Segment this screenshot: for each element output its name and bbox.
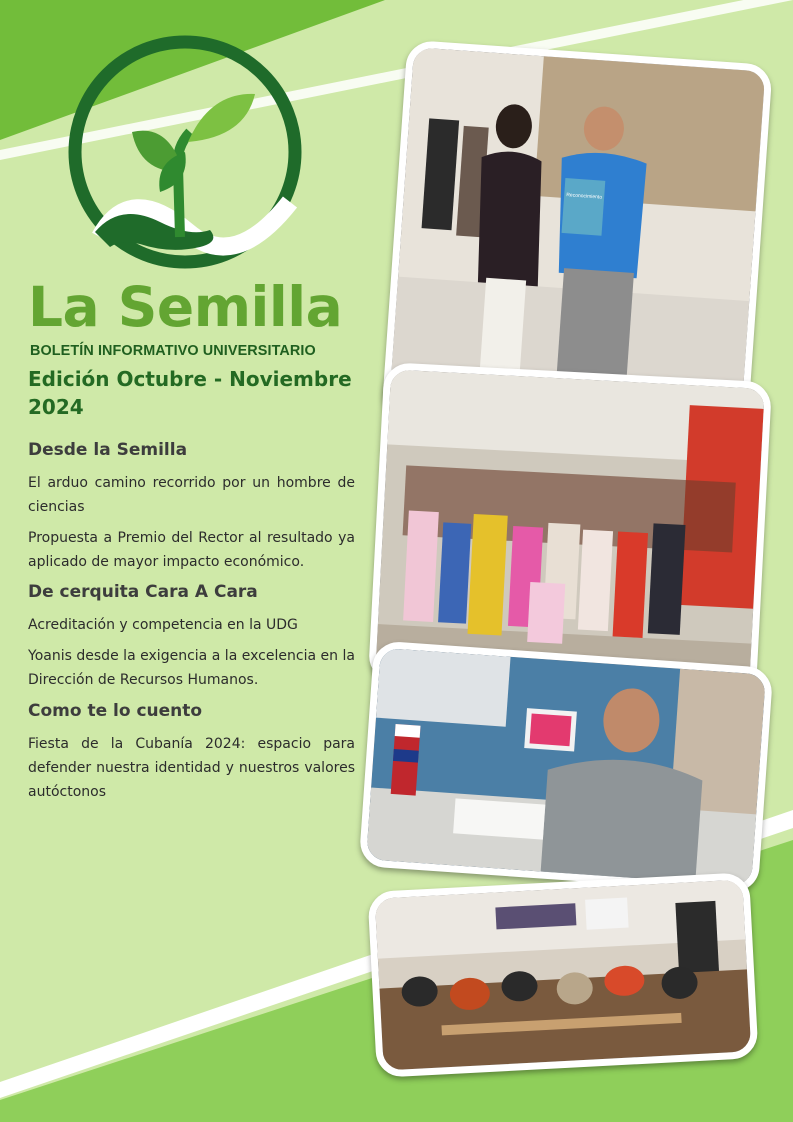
article-link[interactable]: Yoanis desde la exigencia a la excelencia en la Dirección de Recursos Humanos. bbox=[28, 648, 355, 688]
article-link[interactable]: Acreditación y competencia en la UDG bbox=[28, 617, 298, 633]
brand-subtitle: BOLETÍN INFORMATIVO UNIVERSITARIO bbox=[30, 343, 316, 359]
photo-auditorium-meeting bbox=[367, 872, 758, 1078]
section-heading-de-cerquita: De cerquita Cara A Cara bbox=[28, 582, 258, 602]
certificate-text: Reconocimiento bbox=[566, 192, 603, 201]
section-heading-como-te-lo-cuento: Como te lo cuento bbox=[28, 701, 203, 721]
brand-title: La Semilla bbox=[28, 275, 343, 339]
article-link[interactable]: Fiesta de la Cubanía 2024: espacio para defender nuestra identidad y nuestros valores autóctonos bbox=[28, 736, 355, 800]
photo-office-worker bbox=[359, 640, 774, 893]
sprout-in-hands-icon bbox=[60, 32, 310, 282]
article-link[interactable]: Propuesta a Premio del Rector al resultado ya aplicado de mayor impacto económico. bbox=[28, 530, 355, 570]
article-link[interactable]: El arduo camino recorrido por un hombre de ciencias bbox=[28, 475, 355, 515]
edition-label: Edición Octubre - Noviembre 2024 bbox=[28, 367, 352, 419]
section-heading-desde-la-semilla: Desde la Semilla bbox=[28, 440, 188, 460]
